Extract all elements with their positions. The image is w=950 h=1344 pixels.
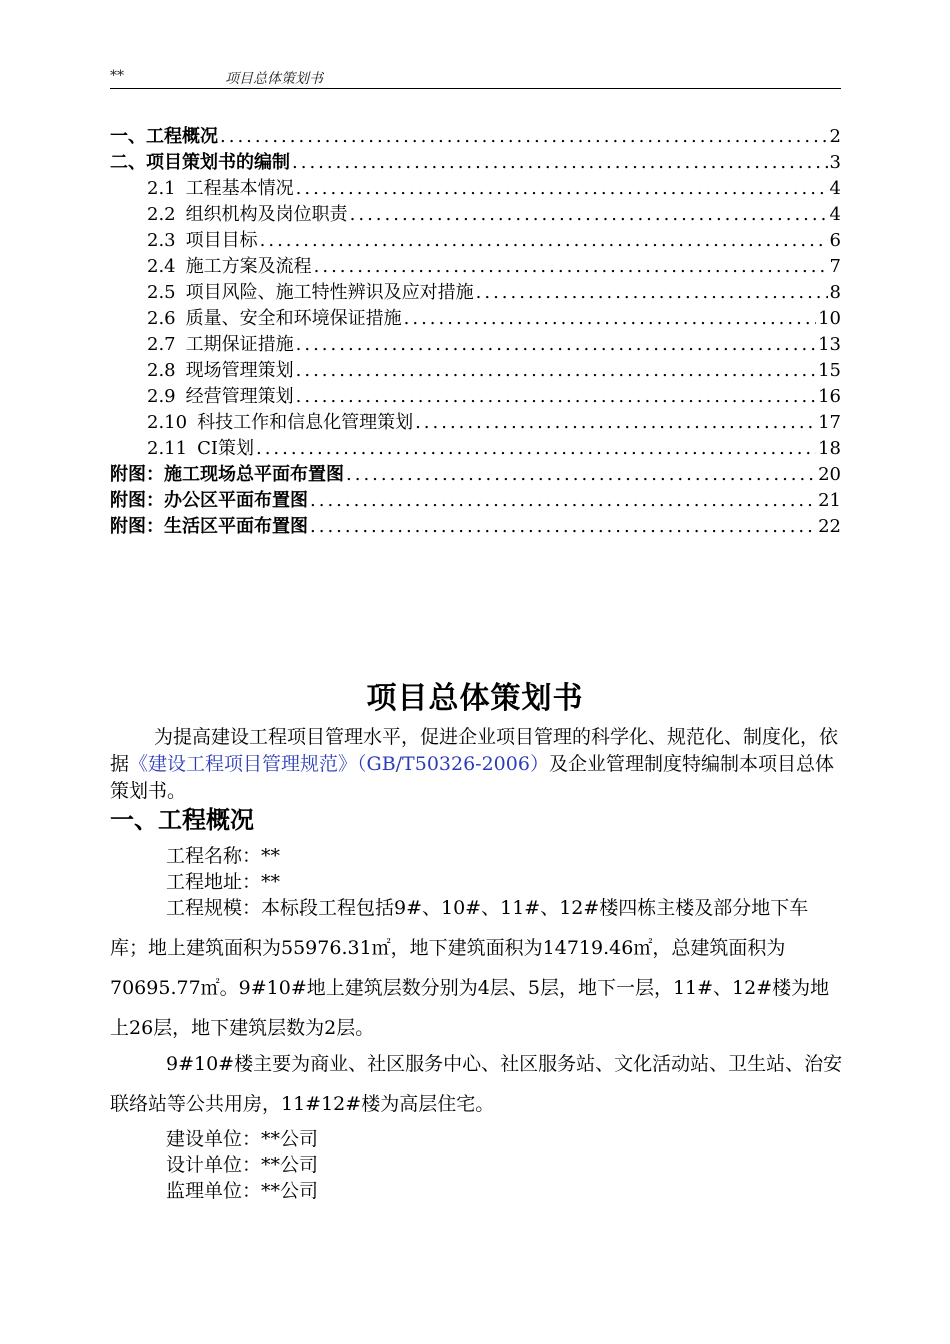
building-usage-paragraph: 9#10#楼主要为商业、社区服务中心、社区服务站、文化活动站、卫生站、治安联络站等公共用房，11#12#楼为高层住宅。	[110, 1053, 843, 1115]
toc-leader	[350, 202, 828, 228]
supervision-unit-line: 监理单位：**公司	[166, 1180, 319, 1202]
toc-leader	[346, 462, 816, 488]
project-address-line: 工程地址：**	[166, 871, 281, 893]
toc-entry[interactable]	[110, 124, 841, 150]
toc-page: 4	[829, 178, 841, 199]
toc-entry[interactable]	[110, 462, 841, 488]
toc-label: 质量、安全和环境保证措施	[185, 308, 402, 329]
toc-label: 经营管理策划	[185, 386, 294, 407]
toc-entry[interactable]	[110, 254, 841, 280]
toc-page: 13	[818, 334, 841, 355]
toc-leader	[292, 150, 828, 176]
toc-page: 16	[818, 386, 841, 407]
intro-text-before: 为提高建设工程项目管理水平，促进企业项目管理的科学化、规范化、制度化，依据	[110, 726, 839, 775]
toc-number: 2.4	[147, 256, 176, 277]
toc-number: 2.1	[147, 178, 176, 199]
toc-label: 现场管理策划	[185, 360, 294, 381]
section-heading: 一、工程概况	[110, 805, 254, 834]
toc-label: 施工方案及流程	[185, 256, 312, 277]
toc-page: 18	[818, 438, 841, 459]
toc-number: 2.10	[147, 412, 188, 433]
toc-entry[interactable]	[110, 228, 841, 254]
toc-page: 10	[818, 308, 841, 329]
toc-leader	[314, 254, 828, 280]
project-scale-paragraph: 工程规模：本标段工程包括9#、10#、11#、12#楼四栋主楼及部分地下车库；地上建筑面积为55976.31㎡，地下建筑面积为14719.46㎡，总建筑面积为70695.77㎡。9#10#地上建筑层数分别为4层、5层，地下一层，11#、12#楼为地上26层，地下建筑层数为2层。	[110, 897, 830, 1039]
toc-label: 工程基本情况	[185, 178, 294, 199]
toc-label: 二、项目策划书的编制	[110, 152, 290, 173]
document-title: 项目总体策划书	[366, 681, 584, 716]
project-name-line: 工程名称：**	[166, 845, 281, 867]
toc-number: 2.8	[147, 360, 176, 381]
toc-page: 15	[818, 360, 841, 381]
toc-entry[interactable]	[110, 150, 841, 176]
toc-leader	[220, 124, 828, 150]
toc-number: 2.2	[147, 204, 176, 225]
toc-number: 2.7	[147, 334, 176, 355]
toc-leader	[310, 488, 816, 514]
toc-entry[interactable]	[110, 306, 841, 332]
header-left-mark: **	[110, 68, 124, 84]
page-header	[110, 66, 841, 89]
toc-label: 附图：办公区平面布置图	[110, 490, 308, 511]
standard-reference: 《建设工程项目管理规范》（GB/T50326-2006）	[129, 753, 549, 775]
toc-leader	[404, 306, 816, 332]
toc-entry[interactable]	[110, 280, 841, 306]
toc-page: 3	[829, 152, 841, 173]
toc-label: 项目目标	[185, 230, 258, 251]
owner-unit-line: 建设单位：**公司	[166, 1128, 319, 1150]
toc-entry[interactable]	[110, 514, 841, 540]
design-unit-line: 设计单位：**公司	[166, 1154, 319, 1176]
toc-number: 2.9	[147, 386, 176, 407]
toc-entry[interactable]	[110, 358, 841, 384]
toc-leader	[296, 384, 816, 410]
toc-label: 组织机构及岗位职责	[185, 204, 348, 225]
toc-label: 附图：施工现场总平面布置图	[110, 464, 344, 485]
toc-leader	[310, 514, 816, 540]
toc-entry[interactable]	[110, 176, 841, 202]
toc-leader	[296, 358, 816, 384]
toc-page: 6	[829, 230, 841, 251]
toc-page: 22	[818, 516, 841, 537]
toc-leader	[260, 228, 828, 254]
toc-label: 附图：生活区平面布置图	[110, 516, 308, 537]
toc-label: 工期保证措施	[185, 334, 294, 355]
toc-number: 2.5	[147, 282, 176, 303]
header-title: 项目总体策划书	[225, 71, 323, 87]
toc-label: 项目风险、施工特性辨识及应对措施	[185, 282, 474, 303]
toc-leader	[296, 332, 816, 358]
toc-page: 7	[829, 256, 841, 277]
toc-entry[interactable]	[110, 202, 841, 228]
toc-leader	[256, 436, 816, 462]
toc-page: 17	[818, 412, 841, 433]
table-of-contents	[110, 124, 841, 540]
toc-page: 21	[818, 490, 841, 511]
toc-number: 2.6	[147, 308, 176, 329]
toc-page: 4	[829, 204, 841, 225]
toc-label: 一、工程概况	[110, 126, 218, 147]
toc-label: CI策划	[197, 438, 254, 459]
toc-entry[interactable]	[110, 436, 841, 462]
toc-entry[interactable]	[110, 384, 841, 410]
toc-entry[interactable]	[110, 410, 841, 436]
intro-text-after: 及企业管理制度特编制本项目总体策划书。	[110, 753, 834, 802]
toc-leader	[296, 176, 828, 202]
toc-number: 2.3	[147, 230, 176, 251]
toc-entry[interactable]	[110, 488, 841, 514]
toc-leader	[476, 280, 828, 306]
toc-page: 2	[829, 126, 841, 147]
intro-paragraph	[110, 724, 846, 805]
toc-page: 20	[818, 464, 841, 485]
toc-entry[interactable]	[110, 332, 841, 358]
toc-label: 科技工作和信息化管理策划	[197, 412, 414, 433]
toc-leader	[415, 410, 816, 436]
toc-page: 8	[829, 282, 841, 303]
toc-number: 2.11	[147, 438, 188, 459]
